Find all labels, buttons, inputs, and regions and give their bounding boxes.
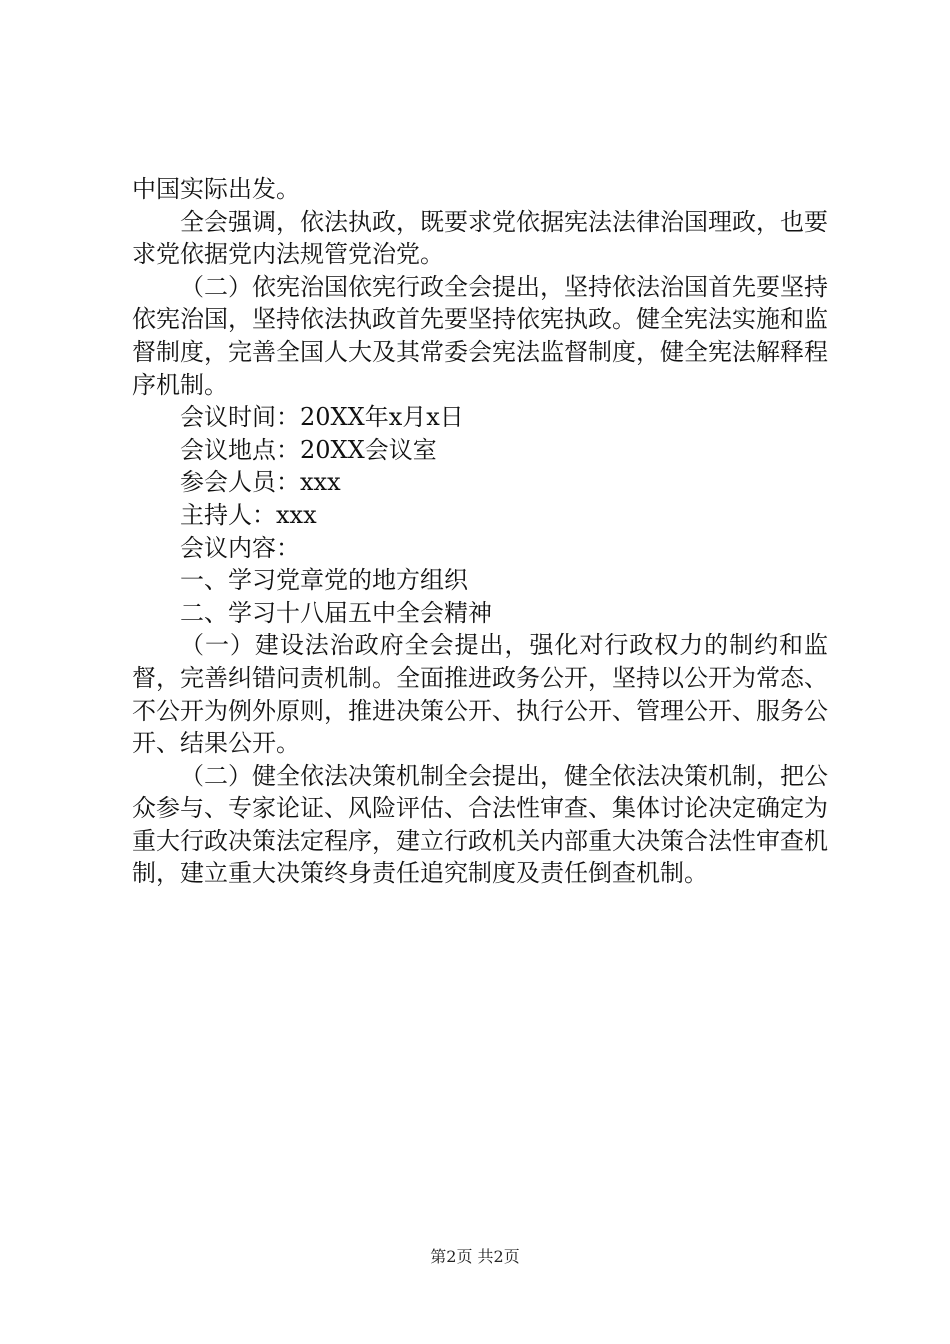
agenda-item-one: 一、学习党章党的地方组织	[180, 566, 468, 595]
document-body	[132, 173, 828, 890]
paragraph-continuation: 中国实际出发。	[132, 175, 300, 203]
paragraph-decision-mechanism: （二）健全依法决策机制全会提出，健全依法决策机制，把公众参与、专家论证、风险评估、合法性审查、集体讨论决定确定为重大行政决策法定程序，建立行政机关内部重大决策合法性审查机制，建立重大决策终身责任追究制度及责任倒查机制。	[132, 761, 828, 888]
meeting-attendees: 参会人员：xxx	[180, 468, 341, 497]
meeting-host: 主持人：xxx	[180, 500, 317, 529]
meeting-time: 会议时间：20XX年x月x日	[180, 403, 464, 432]
paragraph-constitution-governance: （二）依宪治国依宪行政全会提出，坚持依法治国首先要坚持依宪治国，坚持依法执政首先要坚持依宪执政。健全宪法实施和监督制度，完善全国人大及其常委会宪法监督制度，健全宪法解释程序机制。	[132, 272, 828, 399]
meeting-content-heading: 会议内容：	[180, 533, 300, 562]
agenda-item-two: 二、学习十八届五中全会精神	[180, 598, 492, 627]
page-number-footer: 第2页 共2页	[430, 1247, 520, 1266]
paragraph-plenary-emphasis: 全会强调，依法执政，既要求党依据宪法法律治国理政，也要求党依据党内法规管党治党。	[132, 207, 828, 269]
meeting-location: 会议地点：20XX会议室	[180, 435, 437, 464]
paragraph-rule-of-law-government: （一）建设法治政府全会提出，强化对行政权力的制约和监督，完善纠错问责机制。全面推进政务公开，坚持以公开为常态、不公开为例外原则，推进决策公开、执行公开、管理公开、服务公开、结果公开。	[132, 631, 828, 758]
